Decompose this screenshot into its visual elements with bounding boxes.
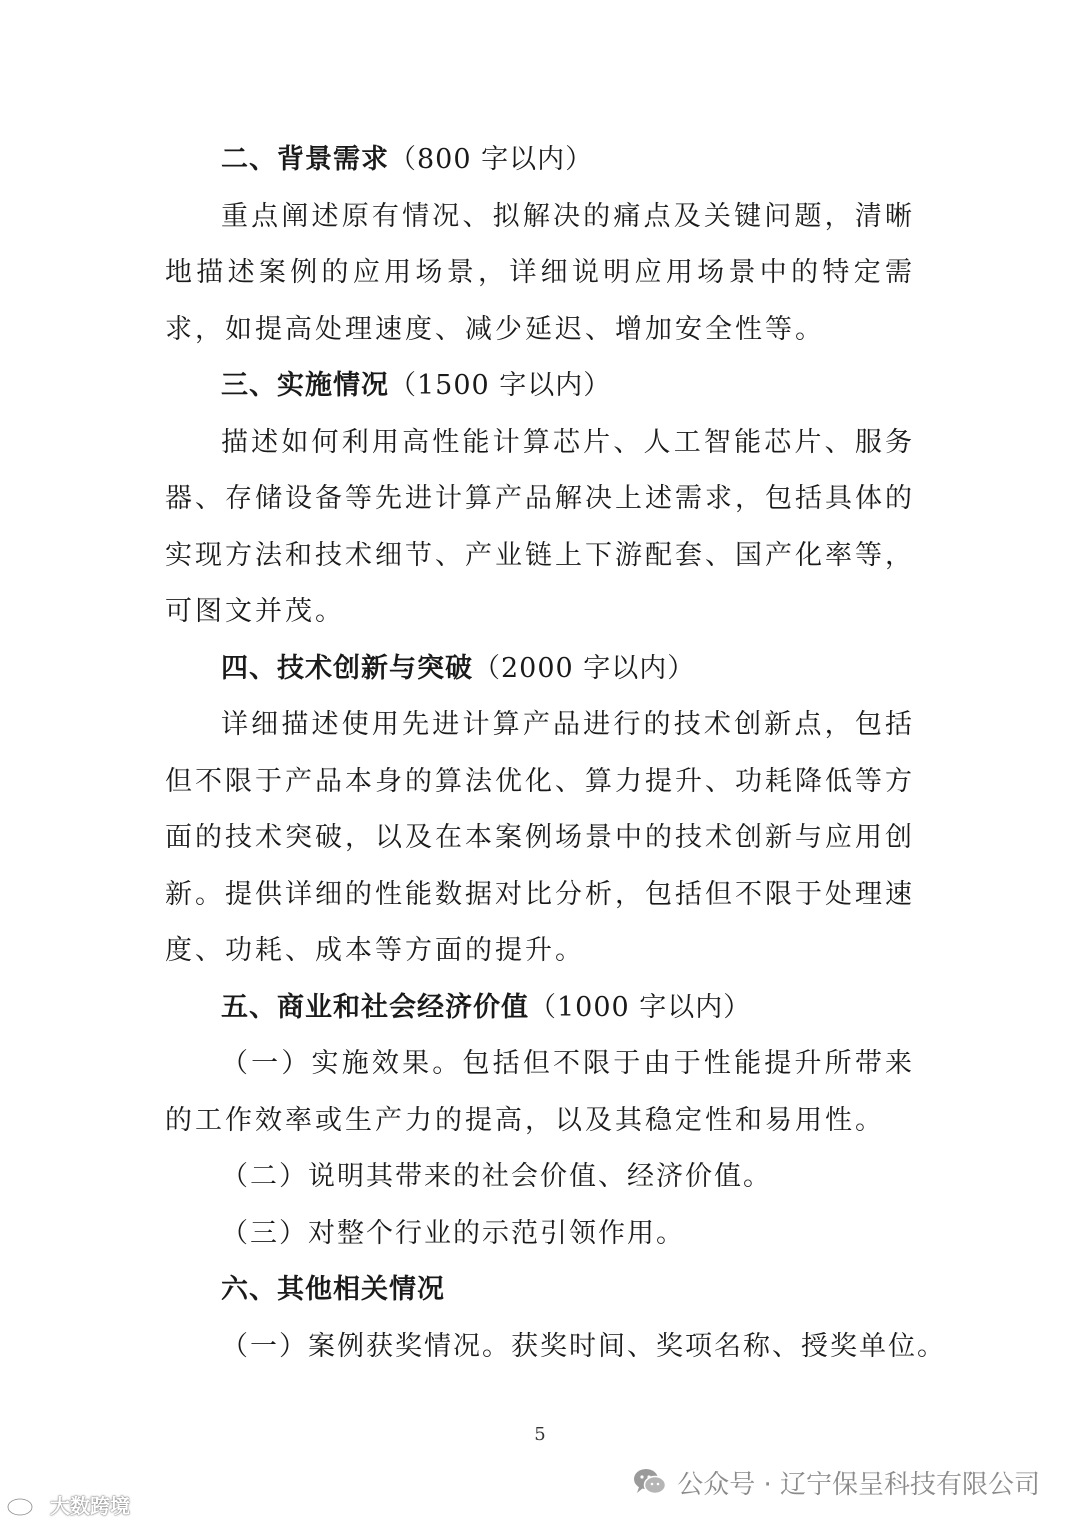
wechat-icon	[633, 1467, 667, 1497]
section-heading-value	[165, 980, 915, 1037]
watermark-text: 公众号 · 辽宁保呈科技有限公司	[677, 1469, 1040, 1500]
watermark-official-account	[633, 1462, 1040, 1502]
paragraph: 描述如何利用高性能计算芯片、人工智能芯片、服务器、存储设备等先进计算产品解决上述需求，包括具体的实现方法和技术细节、产业链上下游配套、国产化率等，可图文并茂。	[165, 426, 915, 627]
heading-text: 四、技术创新与突破	[221, 652, 473, 684]
paragraph: （三）对整个行业的示范引领作用。	[221, 1217, 685, 1249]
heading-text: 三、实施情况	[221, 370, 389, 401]
section-heading-implementation	[165, 358, 915, 415]
paragraph: （一）实施效果。包括但不限于由于性能提升所带来的工作效率或生产力的提高，以及其稳定性和易用性。	[165, 1048, 915, 1136]
section-heading-other	[165, 1262, 915, 1319]
heading-text: 二、背景需求	[221, 144, 389, 175]
paragraph: （二）说明其带来的社会价值、经济价值。	[221, 1161, 772, 1192]
heading-word-limit: （1000 字以内）	[529, 991, 752, 1023]
section-heading-background	[165, 132, 915, 189]
heading-word-limit: （2000 字以内）	[473, 652, 696, 684]
watermark-text: 大数跨境	[50, 1494, 130, 1518]
paragraph: 详细描述使用先进计算产品进行的技术创新点，包括但不限于产品本身的算法优化、算力提升、功耗降低等方面的技术突破，以及在本案例场景中的技术创新与应用创新。提供详细的性能数据对比分析，包括但不限于处理速度、功耗、成本等方面的提升。	[165, 709, 915, 966]
heading-text: 六、其他相关情况	[221, 1274, 445, 1305]
heading-word-limit: （800 字以内）	[389, 144, 594, 175]
section-heading-innovation	[165, 641, 915, 698]
heading-text: 五、商业和社会经济价值	[221, 991, 529, 1023]
page-number: 5	[534, 1424, 546, 1445]
paragraph: （一）案例获奖情况。获奖时间、奖项名称、授奖单位。	[221, 1330, 946, 1362]
weibo-logo-icon	[6, 1493, 46, 1517]
paragraph: 重点阐述原有情况、拟解决的痛点及关键问题，清晰地描述案例的应用场景，详细说明应用场景中的特定需求，如提高处理速度、减少延迟、增加安全性等。	[165, 200, 915, 345]
watermark-weibo	[6, 1490, 130, 1519]
heading-word-limit: （1500 字以内）	[389, 370, 612, 401]
document-body	[165, 132, 946, 1375]
